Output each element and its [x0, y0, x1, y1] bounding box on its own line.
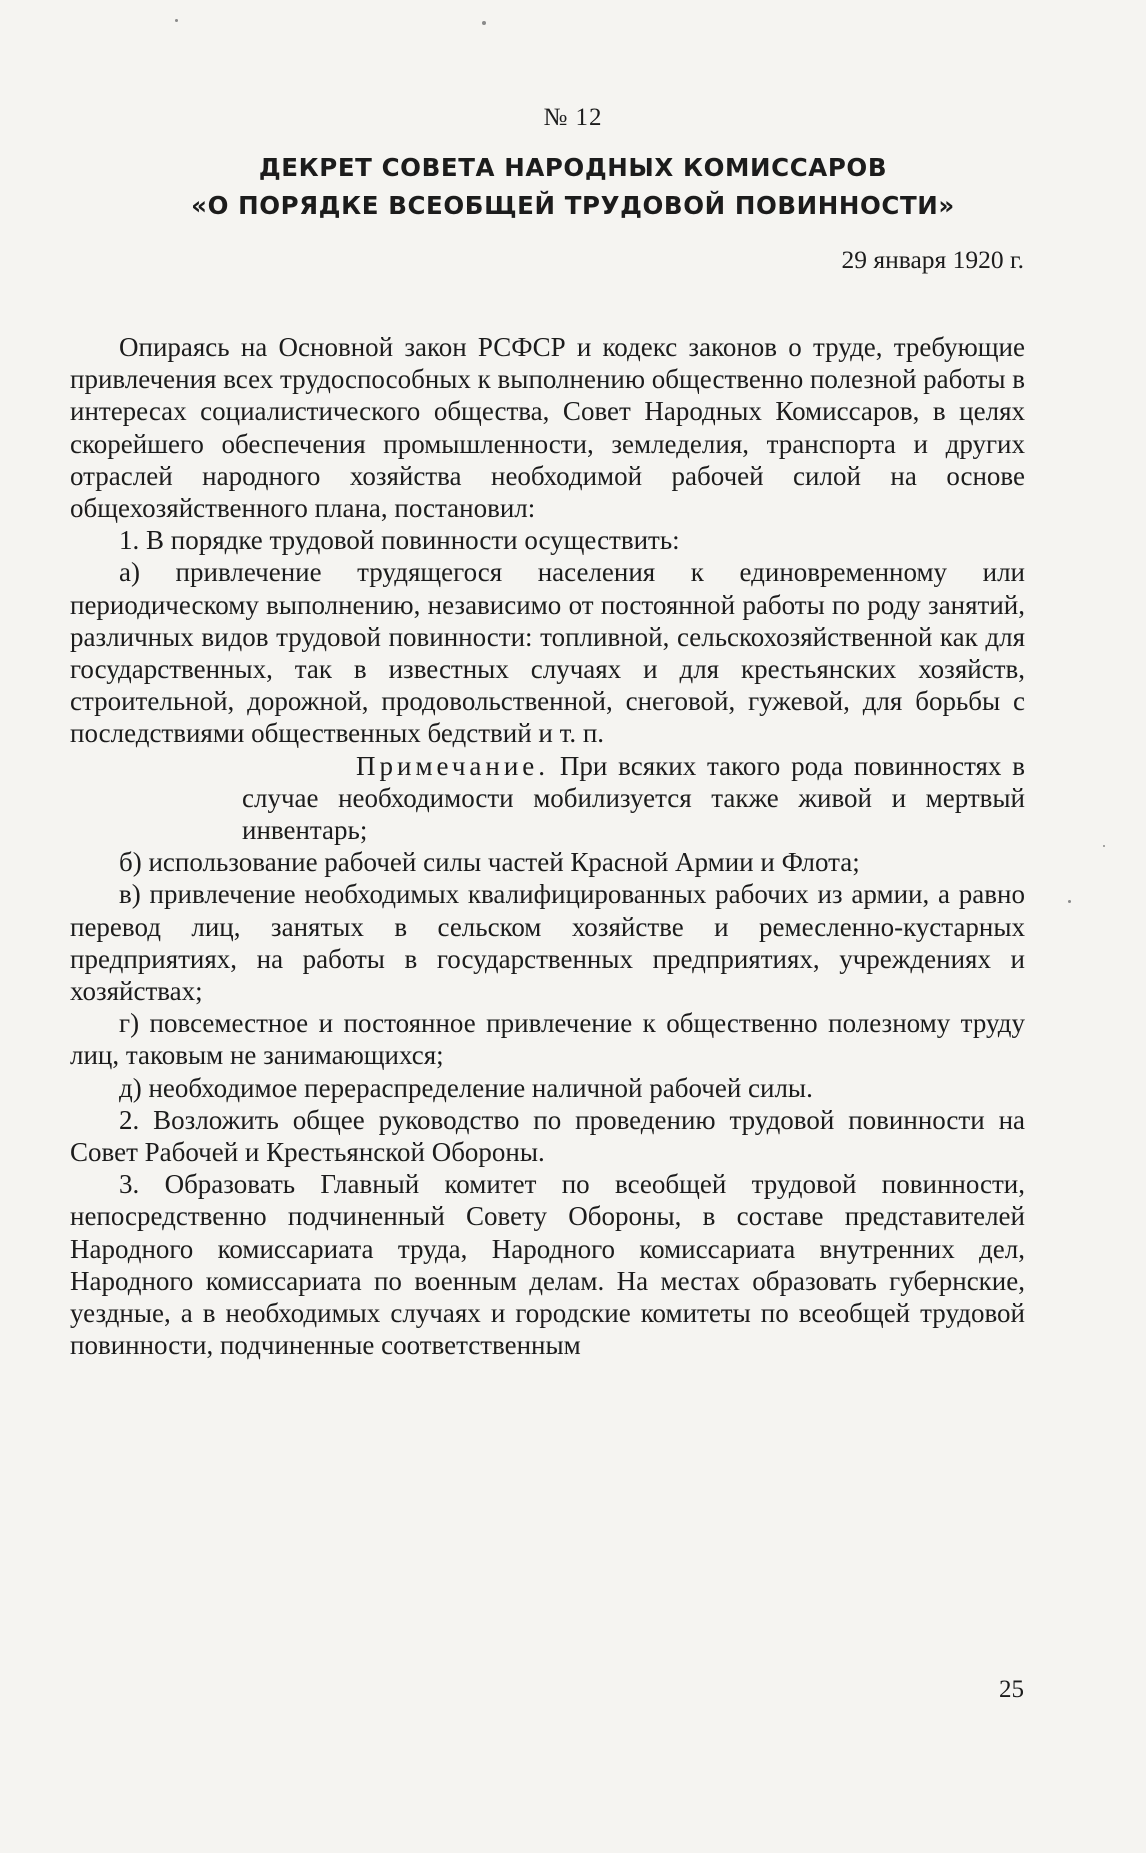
- clause-2: 2. Возложить общее руководство по проведению трудовой повинности на Совет Рабочей и Крестьянской Обороны.: [70, 1104, 1025, 1168]
- print-speck: [1068, 900, 1071, 903]
- clause-3: 3. Образовать Главный комитет по всеобщей трудовой повинности, непосредственно подчиненный Совету Обороны, в составе представителей Народного комиссариата труда, Народного комиссариата внутренних дел, Народного комиссариата по военным делам. На местах образовать губернские, уездные, а в необходимых случаях и городские комитеты по всеобщей трудовой повинности, подчиненные соответственным: [70, 1169, 1025, 1361]
- note-text: При всяких такого рода повинностях в случае необходимости мобилизуется также живой и мертвый инвентарь;: [242, 750, 1026, 846]
- clause-1d: д) необходимое перераспределение наличной рабочей силы.: [119, 1072, 813, 1103]
- preamble-paragraph: Опираясь на Основной закон РСФСР и кодекс законов о труде, требующие привлечения всех трудоспособных к выполнению общественно полезной работы в интересах социалистического общества, Совет Народных Комиссаров, в целях скорейшего обеспечения промышленности, земледелия, транспорта и других отраслей народного хозяйства необходимой рабочей силой на основе общехозяйственного плана, постановил:: [70, 332, 1025, 524]
- document-date: 29 января 1920 г.: [841, 245, 1024, 274]
- note-label: Примечание.: [356, 750, 550, 781]
- clause-1v: в) привлечение необходимых квалифицированных рабочих из армии, а равно перевод лиц, занятых в сельском хозяйстве и ремесленно-кустарных предприятиях, на работы в государственных предприятиях, учреждениях и хозяйствах;: [70, 879, 1025, 1007]
- clause-1a: а) привлечение трудящегося населения к единовременному или периодическому выполнению, независимо от постоянной работы по роду занятий, различных видов трудовой повинности: топливной, сельскохозяйственной как для государственных, так в известных случаях и для крестьянских хозяйств, строительной, дорожной, продовольственной, снеговой, гужевой, для борьбы с последствиями общественных бедствий и т. п.: [70, 557, 1025, 749]
- document-title: [0, 149, 1146, 225]
- print-speck: [482, 21, 486, 25]
- clause-1b: б) использование рабочей силы частей Красной Армии и Флота;: [119, 847, 860, 878]
- clause-1: 1. В порядке трудовой повинности осуществить:: [119, 525, 680, 556]
- title-line-1: ДЕКРЕТ СОВЕТА НАРОДНЫХ КОМИССАРОВ: [258, 153, 888, 182]
- document-body: [70, 331, 1025, 1362]
- print-speck: [175, 19, 178, 22]
- page-number: 25: [999, 1676, 1024, 1703]
- title-line-2: «О ПОРЯДКЕ ВСЕОБЩЕЙ ТРУДОВОЙ ПОВИННОСТИ»: [191, 191, 955, 220]
- print-speck: [1103, 845, 1105, 847]
- clause-1g: г) повсеместное и постоянное привлечение к общественно полезному труду лиц, таковым не занимающихся;: [70, 1008, 1025, 1071]
- document-number: № 12: [543, 104, 603, 131]
- note-paragraph: [242, 750, 1025, 847]
